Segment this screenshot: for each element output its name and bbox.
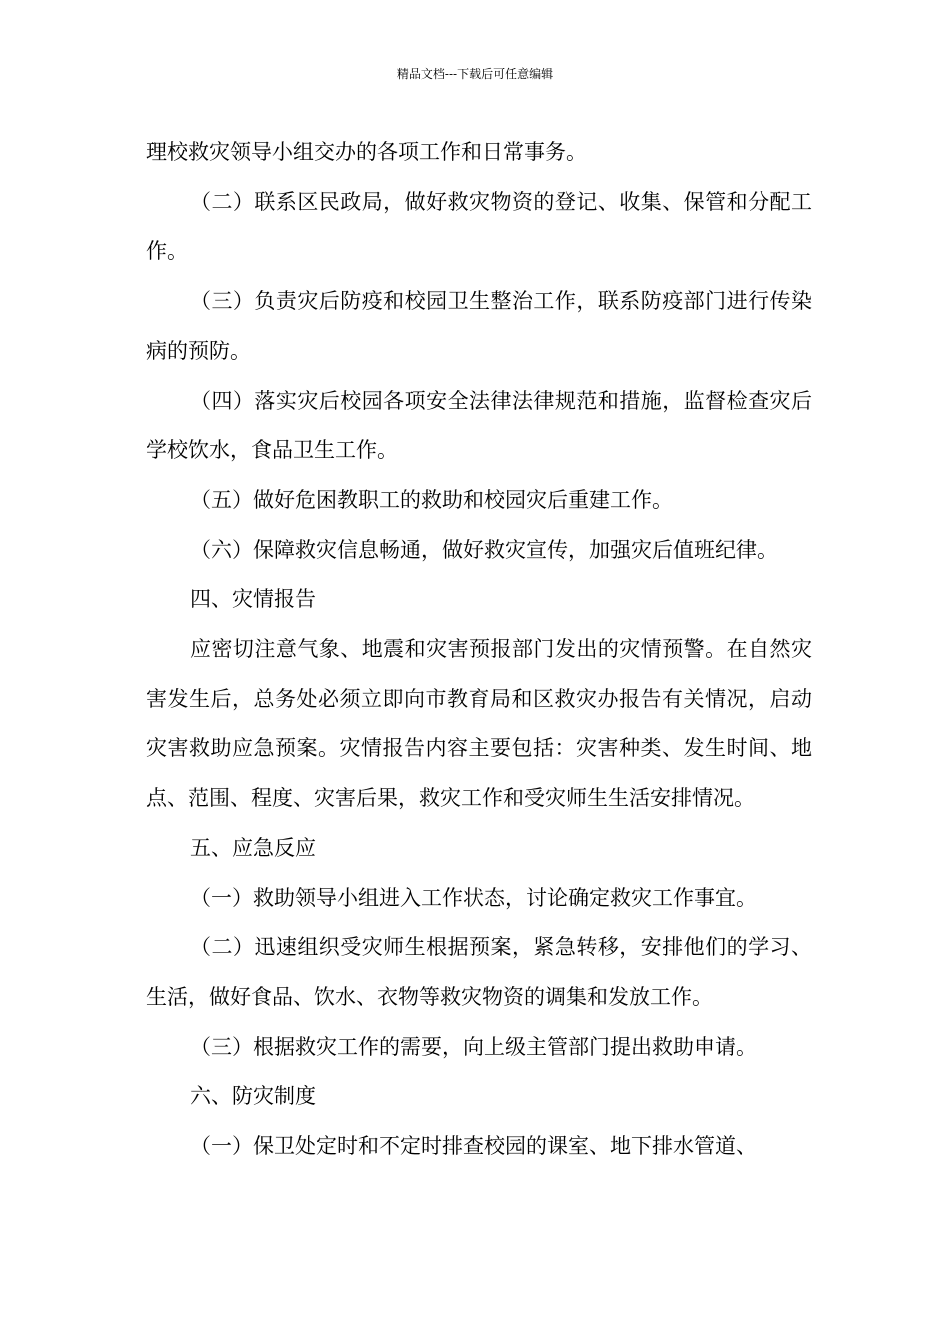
paragraph-response-2: （二）迅速组织受灾师生根据预案，紧急转移，安排他们的学习、生活，做好食品、饮水、衣物等救灾物资的调集和发放工作。	[146, 935, 812, 1009]
paragraph-item-6-information: （六）保障救灾信息畅通，做好救灾宣传，加强灾后值班纪律。	[190, 537, 778, 562]
paragraph-continuation: 理校救灾领导小组交办的各项工作和日常事务。	[146, 140, 587, 164]
page-header: 精品文档---下载后可任意编辑	[396, 67, 554, 81]
paragraph-item-3-epidemic: （三）负责灾后防疫和校园卫生整治工作，联系防疫部门进行传染病的预防。	[146, 289, 812, 363]
paragraph-item-4-safety: （四）落实灾后校园各项安全法律法律规范和措施，监督检查灾后学校饮水，食品卫生工作。	[146, 388, 812, 463]
paragraph-response-1: （一）救助领导小组进入工作状态，讨论确定救灾工作事宜。	[190, 885, 757, 910]
section-heading-6: 六、防灾制度	[190, 1084, 316, 1109]
section-heading-4: 四、灾情报告	[190, 587, 316, 612]
paragraph-item-5-rebuild: （五）做好危困教职工的救助和校园灾后重建工作。	[190, 487, 673, 512]
paragraph-item-2-liaison: （二）联系区民政局，做好救灾物资的登记、收集、保管和分配工作。	[146, 189, 812, 264]
paragraph-disaster-report: 应密切注意气象、地震和灾害预报部门发出的灾情预警。在自然灾害发生后，总务处必须立即向市教育局和区救灾办报告有关情况，启动灾害救助应急预案。灾情报告内容主要包括：灾害种类、发生时间、地点、范围、程度、灾害后果，救灾工作和受灾师生生活安排情况。	[146, 637, 812, 811]
section-heading-5: 五、应急反应	[190, 835, 316, 860]
paragraph-prevention-1: （一）保卫处定时和不定时排查校园的课室、地下排水管道、	[190, 1134, 757, 1159]
paragraph-response-3: （三）根据救灾工作的需要，向上级主管部门提出救助申请。	[190, 1034, 757, 1059]
document-body	[146, 128, 812, 1172]
